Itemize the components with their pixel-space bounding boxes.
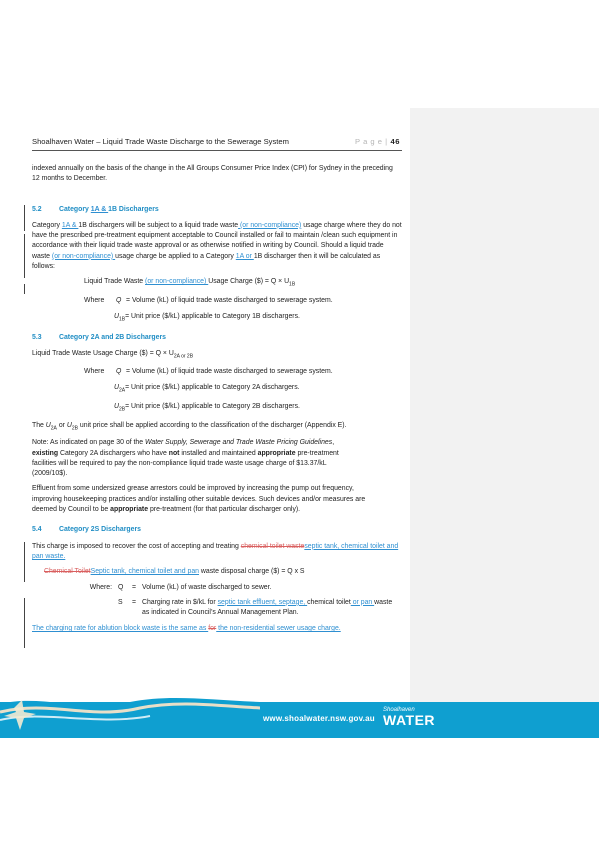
- where-label: Where: [84, 297, 105, 305]
- definition: [142, 598, 402, 619]
- subscript: 2B: [71, 425, 78, 431]
- spacer: [32, 296, 84, 306]
- spacer: [84, 312, 114, 325]
- text: This charge is imposed to recover the cost of accepting and treating: [32, 542, 241, 550]
- where-s-row: [32, 598, 402, 619]
- variable-letter: U: [114, 384, 119, 392]
- subscript: 2A: [118, 387, 126, 394]
- page-label: P a g e |: [355, 137, 388, 146]
- logo-word: WATER: [383, 712, 436, 728]
- wave-graphic: [0, 690, 260, 738]
- variable: U: [45, 421, 51, 429]
- section-5-4-paragraph: [32, 542, 402, 563]
- text: Usage Charge ($) = Q × U: [208, 278, 290, 286]
- variable: Q: [116, 367, 122, 375]
- definition: = Volume (kL) of liquid trade waste discharged to sewerage system.: [126, 367, 333, 375]
- variable-letter: U: [114, 313, 119, 321]
- text: Liquid Trade Waste Usage Charge ($) = Q × U: [32, 350, 174, 358]
- variable: [114, 312, 125, 325]
- text: waste disposal charge ($) = Q x S: [199, 568, 305, 576]
- text: unit price shall be applied according to the classification of the discharger (Appendix E).: [77, 421, 347, 429]
- subscript: 1B: [289, 281, 296, 288]
- deleted-text: Chemical Toilet: [44, 568, 91, 576]
- change-bar: [24, 542, 25, 582]
- effluent-paragraph: [32, 484, 402, 515]
- deleted-text: for: [208, 625, 217, 633]
- text: Liquid Trade Waste: [84, 278, 146, 286]
- text: 1B discharger then it will be calculated as follows:: [32, 252, 381, 271]
- text: Effluent from some undersized grease arrestors could be improved by increasing the pump out frequency, improving housekeeping practices and/or installing other suitable devices. Such devices and/or measures are deemed by Council to be: [32, 485, 366, 514]
- change-bar: [24, 598, 25, 648]
- definition: = Volume (kL) of liquid trade waste discharged to sewerage system.: [126, 297, 333, 305]
- page-number: [355, 137, 400, 146]
- heading-text: Category 2A and 2B Dischargers: [59, 334, 166, 342]
- where-q-row: [32, 583, 402, 593]
- definition: = Unit price ($/kL) applicable to Category 1B dischargers.: [125, 313, 300, 321]
- header-title: Shoalhaven Water – Liquid Trade Waste Discharge to the Sewerage System: [32, 137, 289, 146]
- ablution-paragraph: [32, 624, 402, 634]
- inserted-text: 1A &: [90, 205, 109, 213]
- where-u-row: [32, 312, 402, 325]
- text: Category 2A dischargers who have: [58, 449, 169, 457]
- variable-letter: U: [114, 402, 119, 410]
- inserted-text: septic tank, chemical toilet and pan waste.: [32, 542, 399, 560]
- definition: = Unit price ($/kL) applicable to Category 2A dischargers.: [125, 384, 300, 392]
- heading-text: 1B Dischargers: [108, 205, 159, 213]
- inserted-text: septic tank effluent, septage,: [217, 598, 308, 606]
- inserted-text: 1A &: [61, 221, 79, 229]
- equals: =: [132, 598, 137, 606]
- heading-5-3: [32, 333, 402, 343]
- inserted-text: (or non-compliance): [145, 278, 209, 286]
- bold-text: appropriate: [110, 506, 149, 514]
- subscript: 2A: [50, 425, 57, 431]
- variable: [114, 402, 125, 415]
- text: pre-treatment facilities will be required to pay the non-compliance liquid trade waste usage charge of $13.37/kL (2009/10$).: [32, 449, 339, 478]
- equals: =: [132, 583, 137, 591]
- spacer: [32, 367, 84, 377]
- text: Category: [32, 221, 62, 229]
- page-number-value: 46: [390, 137, 400, 146]
- page-header: [32, 137, 402, 149]
- spacer: [32, 402, 84, 415]
- text: pre-treatment (for that particular discharger only).: [148, 506, 301, 514]
- definition: = Unit price ($/kL) applicable to Category 2B dischargers.: [125, 402, 300, 410]
- where-q-row: [32, 296, 402, 306]
- footer-url[interactable]: www.shoalwater.nsw.gov.au: [263, 714, 375, 723]
- inserted-text: Septic tank, chemical toilet and pan: [90, 568, 200, 576]
- where-label: Where: [84, 367, 105, 375]
- subscript: 1B: [118, 316, 126, 323]
- variable: Q: [118, 583, 124, 591]
- variable: Q: [116, 297, 122, 305]
- text: ,: [332, 439, 335, 447]
- logo-top: Shoalhaven: [383, 707, 415, 713]
- text: installed and maintained: [179, 449, 258, 457]
- formula-5-3: [32, 349, 402, 362]
- note-paragraph: [32, 438, 402, 479]
- spacer: [84, 402, 114, 415]
- logo: [383, 707, 435, 727]
- unit-price-paragraph: [32, 421, 402, 434]
- subscript: 2A or 2B: [173, 353, 194, 360]
- header-rule: [32, 150, 402, 151]
- text: The: [32, 421, 46, 429]
- subscript: 2B: [118, 406, 126, 413]
- comment-pane: [410, 108, 599, 708]
- heading-5-2: [32, 205, 402, 215]
- document-body: [32, 164, 402, 640]
- bold-text: existing: [32, 449, 59, 457]
- formula-5-2: [32, 277, 402, 290]
- spacer: [84, 383, 114, 396]
- formula-5-4: [32, 567, 402, 577]
- where-q-row: [32, 367, 402, 377]
- intro-paragraph: indexed annually on the basis of the change in the All Groups Consumer Price Index (CPI) for Sydney in the preceding 12 months to December.: [32, 165, 393, 183]
- change-bar: [24, 234, 25, 278]
- variable: U: [66, 421, 72, 429]
- heading-text: Category 2S Dischargers: [59, 526, 141, 534]
- text: chemical toilet: [307, 598, 351, 606]
- inserted-text: (or non-compliance): [238, 221, 302, 229]
- where-u2a-row: [32, 383, 402, 396]
- bold-text: not: [168, 449, 180, 457]
- inserted-text: (or non-compliance): [51, 252, 116, 260]
- where-label: Where:: [89, 583, 112, 591]
- change-bar: [24, 284, 25, 294]
- section-number: 5.2: [32, 205, 42, 213]
- spacer: [32, 383, 84, 396]
- inserted-text: the non-residential sewer usage charge.: [216, 625, 341, 633]
- text: 1B dischargers will be subject to a liquid trade waste: [78, 221, 239, 229]
- text: usage charge be applied to a Category: [115, 252, 236, 260]
- change-bar: [24, 205, 25, 231]
- heading-text: Category: [59, 205, 91, 213]
- section-number: 5.3: [32, 334, 42, 342]
- definition: Volume (kL) of waste discharged to sewer.: [142, 583, 272, 591]
- where-u2b-row: [32, 402, 402, 415]
- text: waste as indicated in Council’s Annual Management Plan.: [142, 598, 393, 617]
- heading-5-4: [32, 525, 402, 535]
- text: Note: As indicated on page 30 of the: [32, 439, 146, 447]
- deleted-text: chemical toilet waste: [240, 542, 305, 550]
- spacer: [32, 598, 118, 619]
- italic-text: Water Supply, Sewerage and Trade Waste Pricing Guidelines: [145, 439, 333, 447]
- inserted-text: or pan: [350, 598, 375, 606]
- section-5-2-paragraph: [32, 221, 402, 272]
- variable: S: [118, 598, 123, 606]
- spacer: [32, 312, 84, 325]
- text: Charging rate in $/kL for: [142, 598, 218, 606]
- text: or: [56, 421, 67, 429]
- section-number: 5.4: [32, 526, 42, 534]
- bold-text: appropriate: [257, 449, 296, 457]
- text: usage charge where they do not have the prescribed pre-treatment equipment acceptable to Council installed or fail to maintain /clean such equipment in accordance with their liquid trade waste approval or as otherwise notified in writing by Council. Should a liquid trade waste: [32, 221, 402, 260]
- inserted-text: The charging rate for ablution block waste is the same as: [32, 625, 209, 633]
- inserted-text: 1A or: [235, 252, 254, 260]
- variable: [114, 383, 125, 396]
